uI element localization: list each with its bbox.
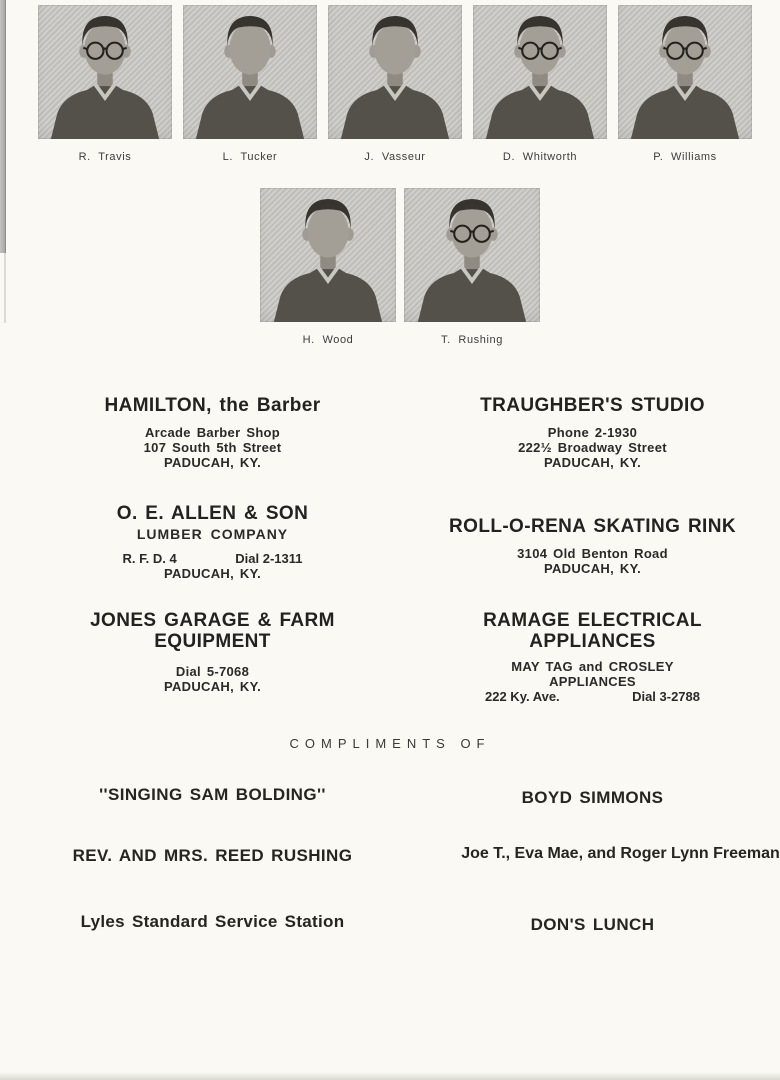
portrait-row-1 — [38, 5, 752, 163]
portrait-row-2 — [260, 188, 540, 346]
ad-line: MAY TAG and CROSLEY — [511, 659, 674, 674]
ad-phone: Dial 2-1311 — [235, 551, 303, 566]
sponsor-boyd-simmons: BOYD SIMMONS — [521, 788, 664, 807]
ad-line: PADUCAH, KY. — [543, 455, 642, 470]
ad-ramage-electrical — [420, 610, 765, 704]
ad-line: Arcade Barber Shop — [144, 425, 281, 440]
ad-split-row — [123, 551, 303, 566]
portrait-silhouette-icon — [473, 5, 607, 139]
ad-line: PADUCAH, KY. — [163, 679, 262, 694]
portrait-caption: H. Wood — [302, 334, 354, 346]
portrait-tucker — [183, 5, 317, 163]
ad-line: PADUCAH, KY. — [163, 455, 262, 470]
ad-title: O. E. ALLEN & SON — [116, 503, 309, 524]
ad-roll-o-rena-rink — [420, 516, 765, 576]
ad-address: 222½ Broadway Street — [518, 440, 667, 455]
ad-jones-garage — [40, 610, 385, 694]
portrait-caption: R. Travis — [78, 151, 132, 163]
ad-line: APPLIANCES — [549, 674, 636, 689]
ad-title: JONES GARAGE & FARM — [90, 610, 335, 631]
ad-address: R. F. D. 4 — [122, 551, 177, 566]
portrait-photo — [260, 188, 396, 322]
portrait-whitworth — [473, 5, 607, 163]
ad-subtitle: LUMBER COMPANY — [136, 526, 289, 542]
scan-edge-line — [4, 253, 6, 323]
portrait-photo — [618, 5, 752, 139]
ad-line: PADUCAH, KY. — [163, 566, 262, 581]
ad-phone: Dial 3-2788 — [632, 689, 700, 704]
portrait-photo — [328, 5, 462, 139]
sponsor-freeman-family: Joe T., Eva Mae, and Roger Lynn Freeman — [461, 845, 780, 862]
portrait-photo — [38, 5, 172, 139]
portrait-caption: P. Williams — [653, 151, 717, 163]
compliments-of-heading: COMPLIMENTS OF — [289, 736, 491, 751]
ad-title: APPLIANCES — [529, 631, 656, 652]
ad-line: PADUCAH, KY. — [543, 561, 642, 576]
ad-phone: Dial 5-7068 — [175, 664, 250, 679]
portrait-silhouette-icon — [328, 5, 462, 139]
ad-phone: Phone 2-1930 — [547, 425, 638, 440]
portrait-vasseur — [328, 5, 462, 163]
portrait-silhouette-icon — [183, 5, 317, 139]
portrait-photo — [404, 188, 540, 322]
sponsor-rev-mrs-reed-rushing: REV. AND MRS. REED RUSHING — [72, 846, 353, 865]
ad-traughbers-studio — [420, 395, 765, 470]
portrait-williams — [618, 5, 752, 163]
ad-allen-lumber — [40, 503, 385, 581]
portrait-silhouette-icon — [618, 5, 752, 139]
scan-bottom-edge — [0, 1072, 780, 1080]
portrait-silhouette-icon — [38, 5, 172, 139]
portrait-silhouette-icon — [260, 188, 396, 322]
portrait-caption: J. Vasseur — [364, 151, 426, 163]
ad-title: EQUIPMENT — [154, 631, 271, 652]
portrait-caption: D. Whitworth — [502, 151, 578, 163]
portrait-caption: T. Rushing — [441, 334, 503, 346]
sponsor-lyles-standard-service: Lyles Standard Service Station — [80, 912, 345, 931]
portrait-wood — [260, 188, 396, 346]
portrait-travis — [38, 5, 172, 163]
portrait-rushing — [404, 188, 540, 346]
ad-split-row — [485, 689, 700, 704]
ad-title: HAMILTON, the Barber — [104, 395, 321, 416]
sponsor-singing-sam-bolding: ''SINGING SAM BOLDING'' — [99, 785, 326, 804]
portrait-silhouette-icon — [404, 188, 540, 322]
ad-title: RAMAGE ELECTRICAL — [483, 610, 702, 631]
portrait-photo — [473, 5, 607, 139]
portrait-caption: L. Tucker — [222, 151, 278, 163]
portrait-photo — [183, 5, 317, 139]
ad-address: 222 Ky. Ave. — [485, 689, 560, 704]
ad-line: 107 South 5th Street — [143, 440, 282, 455]
ad-title: ROLL-O-RENA SKATING RINK — [449, 516, 736, 537]
ad-hamilton-barber — [40, 395, 385, 470]
scan-edge-strip — [0, 0, 6, 253]
ad-address: 3104 Old Benton Road — [517, 546, 668, 561]
ad-title: TRAUGHBER'S STUDIO — [480, 395, 705, 416]
sponsor-dons-lunch: DON'S LUNCH — [530, 915, 655, 934]
